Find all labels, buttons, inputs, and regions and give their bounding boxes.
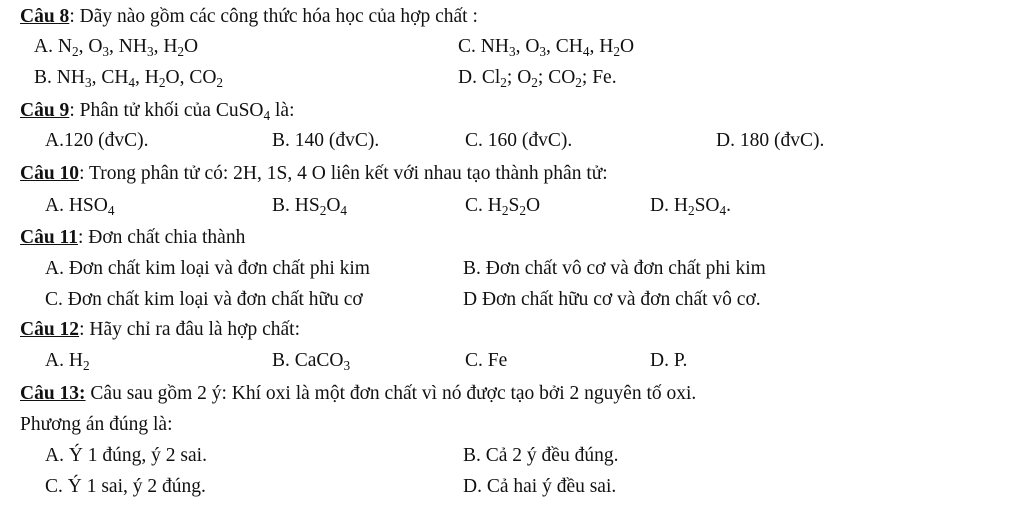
question-8-label: Câu 8 <box>20 6 70 27</box>
question-13-text: Câu sau gồm 2 ý: Khí oxi là một đơn chất vì nó được tạo bởi 2 nguyên tố oxi. <box>85 383 697 404</box>
question-12-label: Câu 12 <box>20 319 80 340</box>
question-13-option-b[interactable]: B. Cả 2 ý đều đúng. <box>463 445 619 466</box>
question-12-option-a[interactable]: A. $H_2$ <box>45 350 90 373</box>
question-11-option-d[interactable]: D Đơn chất hữu cơ và đơn chất vô cơ. <box>463 289 761 310</box>
question-12-option-b[interactable]: B. CaCO$_3$ <box>272 350 351 373</box>
question-13-option-a[interactable]: A. Ý 1 đúng, ý 2 sai. <box>45 445 207 466</box>
question-12-text: : Hãy chỉ ra đâu là hợp chất: <box>79 319 300 340</box>
question-10-label: Câu 10 <box>20 163 80 184</box>
question-10-option-b[interactable]: B. $HS_2O_4$ <box>272 195 348 218</box>
question-13-subline: Phương án đúng là: <box>20 414 173 435</box>
question-11-option-c[interactable]: C. Đơn chất kim loại và đơn chất hữu cơ <box>45 289 363 310</box>
question-9-option-c[interactable]: C. 160 (đvC). <box>465 130 573 151</box>
question-12-stem <box>20 318 300 342</box>
question-11-text: : Đơn chất chia thành <box>77 227 246 248</box>
question-8-option-a[interactable]: A. $N_2$, $O_3$, $NH_3$, $H_2O$ <box>34 36 199 59</box>
question-8-option-d[interactable]: D. $Cl_2$; $O_2$; $CO_2$; Fe. <box>458 67 617 90</box>
question-9-option-d[interactable]: D. 180 (đvC). <box>716 130 825 151</box>
question-12-option-c[interactable]: C. Fe <box>465 350 508 371</box>
question-11-option-b[interactable]: B. Đơn chất vô cơ và đơn chất phi kim <box>463 258 766 279</box>
question-11-stem <box>20 226 245 250</box>
question-10-option-d[interactable]: D. $H_2SO_4$. <box>650 195 731 218</box>
question-13-label: Câu 13: <box>20 383 86 404</box>
question-10-text: : Trong phân tử có: 2H, 1S, 4 O liên kết với nhau tạo thành phân tử: <box>79 163 608 184</box>
question-13-option-c[interactable]: C. Ý 1 sai, ý 2 đúng. <box>45 476 206 497</box>
question-11-label: Câu 11 <box>20 227 78 248</box>
question-8-option-b[interactable]: B. $NH_3$, $CH_4$, $H_2O$, $CO_2$ <box>34 67 224 90</box>
question-13-option-d[interactable]: D. Cả hai ý đều sai. <box>463 476 617 497</box>
question-9-option-a[interactable]: A.120 (đvC). <box>45 130 149 151</box>
question-9-stem: Câu 9: Phân tử khối của CuSO$_4$ là: <box>20 100 295 123</box>
question-10-option-a[interactable]: A. $HSO_4$ <box>45 195 115 218</box>
question-12-option-d[interactable]: D. P. <box>650 350 688 371</box>
question-10-stem <box>20 162 608 186</box>
question-9-label: Câu 9 <box>20 100 70 121</box>
question-9-option-b[interactable]: B. 140 (đvC). <box>272 130 380 151</box>
question-8-text: : Dãy nào gồm các công thức hóa học của hợp chất : <box>69 6 478 27</box>
question-8-option-c[interactable]: C. $NH_3$, $O_3$, $CH_4$, $H_2O$ <box>458 36 635 59</box>
question-13-stem <box>20 382 696 406</box>
question-11-option-a[interactable]: A. Đơn chất kim loại và đơn chất phi kim <box>45 258 370 279</box>
question-10-option-c[interactable]: C. $H_2S_2O$ <box>465 195 541 218</box>
question-8-stem <box>20 5 478 29</box>
